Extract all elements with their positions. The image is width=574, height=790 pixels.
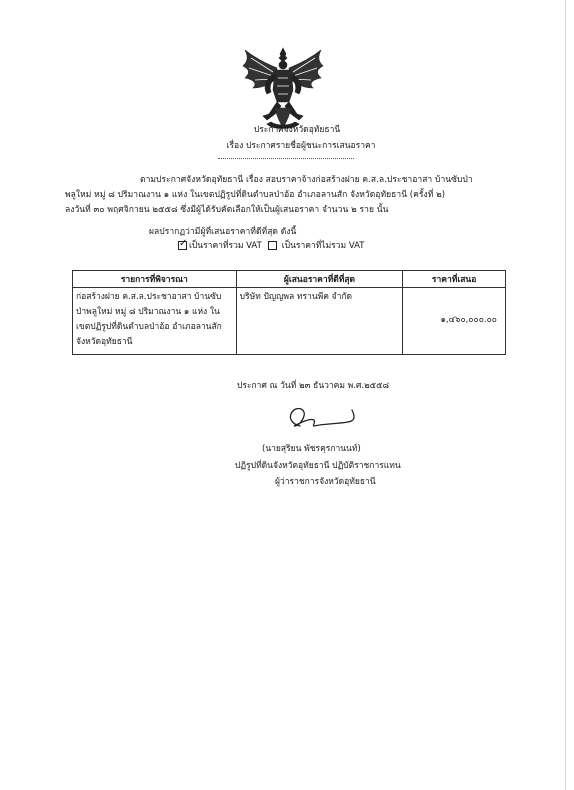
result-intro: ผลปรากฏว่ามีผู้ที่เสนอราคาที่ดีที่สุด ดังนี้ — [149, 227, 297, 237]
separator-line — [218, 158, 354, 159]
vat-included-label: เป็นราคาที่รวม VAT — [189, 241, 262, 251]
body-paragraph-line1: ตามประกาศจังหวัดอุทัยธานี เรื่อง สอบราคาจ้างก่อสร้างฝาย ค.ส.ล.ประชาอาสา บ้านซับป่า — [140, 175, 473, 185]
vat-included-checkbox — [178, 237, 188, 250]
vat-excluded-label: เป็นราคาที่ไม่รวม VAT — [281, 241, 365, 251]
table-row — [73, 288, 506, 355]
vat-options — [178, 238, 364, 252]
bidder-cell: บริษัท ปัญญพล ทรานพีค จำกัด — [236, 288, 403, 355]
announcement-subject: เรื่อง ประกาศรายชื่อผู้ชนะการเสนอราคา — [226, 141, 376, 151]
body-paragraph-line2: พลูใหม่ หมู่ ๘ ปริมาณงาน ๑ แห่ง ในเขตปฏิรูปที่ดินตำบลป่าอ้อ อำเภอลานสัก จังหวัดอุทัยธานี (ครั้งที่ ๒) — [65, 190, 446, 200]
table-header-row — [73, 271, 506, 288]
vat-excluded-checkbox — [268, 241, 277, 250]
column-header-item: รายการที่พิจารณา — [73, 271, 237, 288]
signature-image — [278, 400, 366, 436]
bid-result-table — [72, 270, 506, 355]
body-paragraph-line3: ลงวันที่ ๓๐ พฤศจิกายน ๒๕๕๘ ซึ่งมีผู้ได้รับคัดเลือกให้เป็นผู้เสนอราคา จำนวน ๒ ราย นั้น — [65, 205, 389, 215]
price-cell: ๑,๔๖๐,๐๐๐.๐๐ — [403, 288, 506, 355]
item-cell: ก่อสร้างฝาย ค.ส.ล.ประชาอาสา บ้านซับ ป่าพลูใหม่ หมู่ ๘ ปริมาณงาน ๑ แห่ง ใน เขตปฏิรูปที่ดินตำบลป่าอ้อ อำเภอลานสัก จังหวัดอุทัยธานี — [73, 288, 237, 355]
column-header-price: ราคาที่เสนอ — [403, 271, 506, 288]
column-header-bidder: ผู้เสนอราคาที่ดีที่สุด — [236, 271, 403, 288]
signer-position-line1: ปฏิรูปที่ดินจังหวัดอุทัยธานี ปฏิบัติราชการแทน — [235, 461, 401, 471]
signer-position-line2: ผู้ว่าราชการจังหวัดอุทัยธานี — [275, 477, 376, 487]
page-edge-line — [565, 0, 566, 790]
announcement-title: ประกาศจังหวัดอุทัยธานี — [253, 125, 341, 135]
signer-name: (นายสุริยน พัชรคุรกานนท์) — [262, 444, 361, 454]
announcement-date: ประกาศ ณ วันที่ ๒๓ ธันวาคม พ.ศ.๒๕๕๘ — [237, 381, 390, 391]
checkmark-icon: ✓ — [179, 237, 188, 249]
